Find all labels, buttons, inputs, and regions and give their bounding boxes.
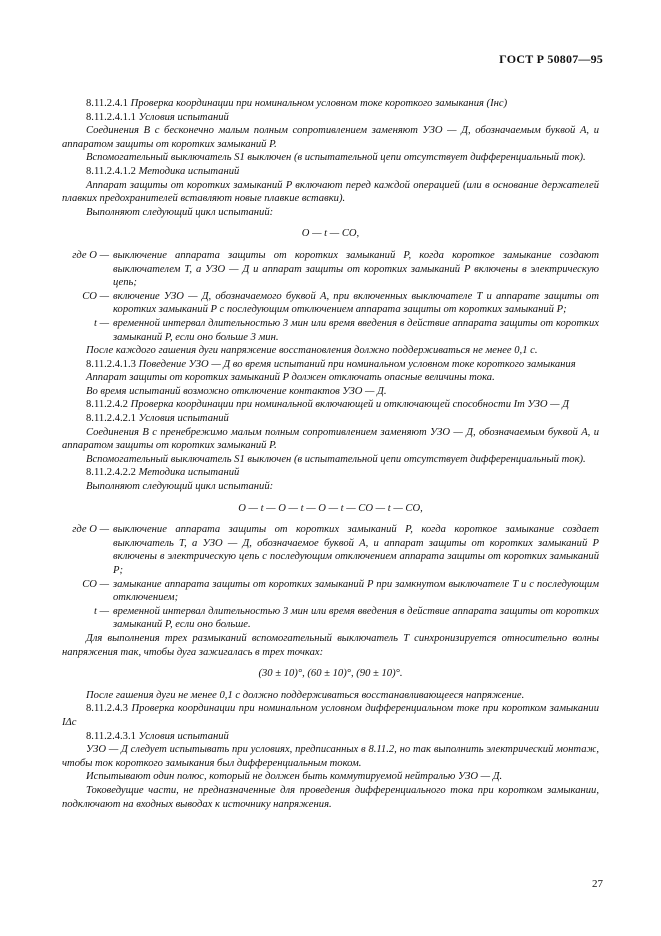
paragraph: Аппарат защиты от коротких замыканий P включают перед каждой операцией (или в основание держателей плавких предохранителей вставляют новые плавкие вставки).: [62, 179, 599, 205]
formula: O — t — O — t — O — t — CO — t — CO,: [238, 502, 423, 514]
paragraph: Вспомогательный выключатель S1 выключен (в испытательной цепи отсутствует дифференциальный ток).: [86, 453, 586, 465]
paragraph: Соединения B с пренебрежимо малым полным сопротивлением заменяют УЗО — Д, обозначаемым буквой A, и аппаратом защиты от коротких замыканий P.: [62, 426, 599, 452]
paragraph: Соединения B с бесконечно малым полным сопротивлением заменяют УЗО — Д, обозначаемым буквой A, и аппаратом защиты от коротких замыканий P.: [62, 125, 599, 150]
paragraph: После каждого гашения дуги напряжение восстановления должно поддерживаться не менее 0,1 с.: [86, 345, 538, 357]
definition-item: где O — выключение аппарата защиты от коротких замыканий P, когда короткое замыкание создают выключателем T, а УЗО — Д и аппарат защиты от коротких замыканий P включены в электрическую цепь;: [72, 249, 599, 289]
paragraph: Выполняют следующий цикл испытаний:: [86, 481, 274, 493]
clause-8-11-2-4-1-2: 8.11.2.4.1.2 Методика испытаний: [86, 165, 240, 177]
definition-item: t — временной интервал длительностью 3 мин или время введения в действие аппарата защиты от коротких замыканий P, если оно больше.: [93, 605, 599, 631]
paragraph: Во время испытаний возможно отключение контактов УЗО — Д.: [86, 385, 387, 397]
clause-8-11-2-4-1: 8.11.2.4.1 Проверка координации при номинальном условном токе короткого замыкания (Iнс): [86, 98, 508, 109]
paragraph: Для выполнения трех размыканий вспомогательный выключатель T синхронизируется относительно волны напряжения так, чтобы дуга зажигалась в трех точках:: [62, 632, 599, 658]
paragraph: Аппарат защиты от коротких замыканий P должен отключать опасные величины тока.: [86, 372, 495, 384]
paragraph: Испытывают один полюс, который не должен быть коммутируемой нейтралью УЗО — Д.: [86, 771, 503, 783]
definition-item: t — временной интервал длительностью 3 мин или время введения в действие аппарата защиты от коротких замыканий P, если оно больше 3 мин.: [93, 317, 599, 343]
clause-8-11-2-4-2-1: 8.11.2.4.2.1 Условия испытаний: [86, 413, 229, 425]
paragraph: После гашения дуги не менее 0,1 с должно поддерживаться восстанавливающееся напряжение.: [86, 689, 525, 701]
clause-8-11-2-4-2: 8.11.2.4.2 Проверка координации при номинальной включающей и отключающей способности Im УЗО — Д: [86, 399, 569, 411]
paragraph: УЗО — Д следует испытывать при условиях, предписанных в 8.11.2, но так выполнить электрический монтаж, чтобы ток короткого замыкания был дифференциальным током.: [62, 744, 599, 769]
definition-item: где O — выключение аппарата защиты от коротких замыканий P, когда короткое замыкание создает выключатель T, а УЗО — Д, обозначаемое буквой A, и аппарат защиты от коротких замыканий P включены в электрическую цепь с последующим отключением аппарата защиты от коротких замыканий P;: [72, 524, 599, 576]
paragraph: Выполняют следующий цикл испытаний:: [86, 206, 274, 218]
formula: O — t — CO,: [301, 228, 360, 240]
clause-8-11-2-4-1-3: 8.11.2.4.1.3 Поведение УЗО — Д во время испытаний при номинальном условном токе короткого замыкания: [86, 358, 576, 370]
formula: (30 ± 10)°, (60 ± 10)°, (90 ± 10)°.: [258, 668, 403, 680]
definition-item: CO — включение УЗО — Д, обозначаемого буквой A, при включенных выключателе T и аппарате защиты от коротких замыканий P с последующим отключением аппарата защиты от коротких замыканий P;: [82, 290, 599, 316]
paragraph: Вспомогательный выключатель S1 выключен (в испытательной цепи отсутствует дифференциальный ток).: [86, 152, 586, 164]
page-number: 27: [592, 878, 603, 890]
paragraph: Токоведущие части, не предназначенные для проведения дифференциального тока при коротком замыкании, подключают на входных выводах к источнику напряжения.: [62, 784, 599, 810]
clause-8-11-2-4-3: 8.11.2.4.3 Проверка координации при номинальном условном дифференциальном токе при коротком замыкании IΔc: [62, 703, 599, 728]
document-body: [62, 97, 599, 811]
clause-8-11-2-4-2-2: 8.11.2.4.2.2 Методика испытаний: [86, 467, 240, 479]
clause-8-11-2-4-3-1: 8.11.2.4.3.1 Условия испытаний: [86, 730, 229, 742]
definition-item: CO — замыкание аппарата защиты от коротких замыканий P при замкнутом выключателе T и с последующим отключением;: [82, 578, 599, 604]
clause-8-11-2-4-1-1: 8.11.2.4.1.1 Условия испытаний: [86, 111, 229, 123]
standard-header: ГОСТ Р 50807—95: [499, 52, 603, 66]
